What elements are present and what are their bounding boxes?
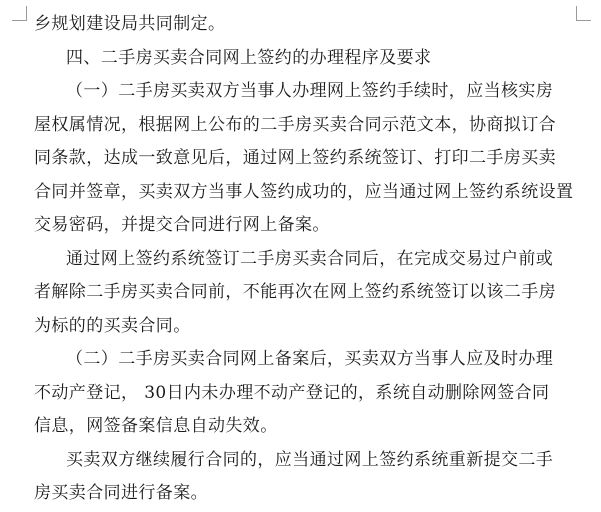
top-right-margin-mark — [576, 6, 591, 21]
text-line: 屋权属情况，根据网上公布的二手房买卖合同示范文本，协商拟订合 — [34, 114, 556, 135]
text-line: 乡规划建设局共同制定。 — [34, 14, 226, 34]
text-line: 为标的的买卖合同。 — [34, 315, 191, 336]
top-left-margin-mark — [12, 6, 27, 21]
text-line: 合同并签章，买卖双方当事人签约成功的，应当通过网上签约系统设置 — [34, 181, 574, 202]
text-line: 通过网上签约系统签订二手房买卖合同后，在完成交易过户前或 — [66, 248, 554, 269]
section-heading: 四、二手房买卖合同网上签约的办理程序及要求 — [66, 47, 432, 68]
text-line: 不动产登记， 30日内未办理不动产登记的，系统自动删除网签合同 — [34, 382, 550, 403]
text-line: 同条款，达成一致意见后，通过网上签约系统签订、打印二手房买卖 — [34, 148, 556, 168]
text-line: 信息，网签备案信息自动失效。 — [34, 416, 278, 436]
text-line: 房买卖合同进行备案。 — [34, 483, 208, 503]
text-line: 交易密码，并提交合同进行网上备案。 — [34, 215, 330, 235]
text-line: （二）二手房买卖合同网上备案后，买卖双方当事人应及时办理 — [66, 349, 554, 369]
text-line: 买卖双方继续履行合同的，应当通过网上签约系统重新提交二手 — [66, 449, 554, 470]
text-line: 者解除二手房买卖合同前，不能再次在网上签约系统签订以该二手房 — [34, 282, 556, 302]
text-line: （一）二手房买卖双方当事人办理网上签约手续时，应当核实房 — [66, 81, 554, 101]
